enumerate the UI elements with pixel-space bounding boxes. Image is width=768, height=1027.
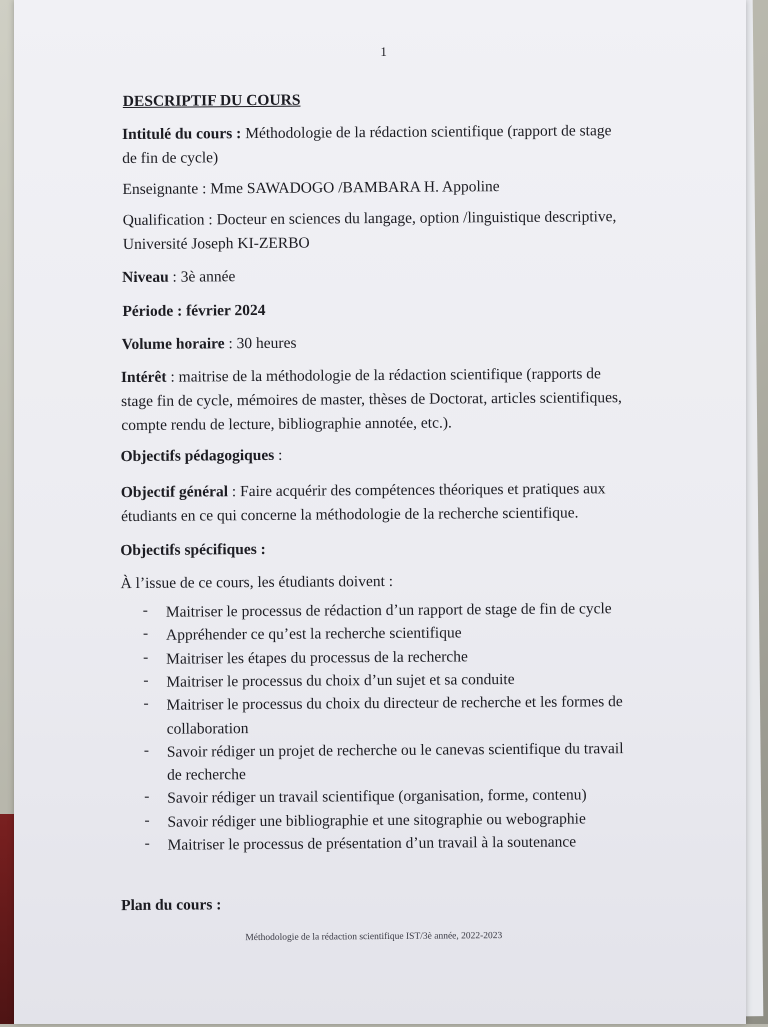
intitule-line-1: [122, 119, 612, 147]
periode-text: Période : février 2024: [122, 301, 266, 321]
list-intro: À l’issue de ce cours, les étudiants doivent :: [120, 572, 394, 593]
list-item-dash: -: [142, 601, 149, 619]
volume-horaire: [122, 332, 297, 357]
interet-line-2: stage fin de cycle, mémoires de master, thèses de Doctorat, articles scientifiques,: [121, 389, 622, 411]
objectif-general-value: : Faire acquérir des compétences théoriques et pratiques aux: [227, 480, 606, 501]
list-item-dash: -: [143, 741, 150, 759]
list-item-text: Appréhender ce qu’est la recherche scientifique: [165, 624, 462, 645]
objectifs-specifiques-label: Objectifs spécifiques :: [120, 540, 266, 560]
course-heading: DESCRIPTIF DU COURS: [122, 91, 301, 111]
list-item-dash: -: [143, 695, 149, 713]
interet-label: Intérêt: [120, 368, 167, 387]
list-item-dash: -: [144, 834, 150, 852]
niveau: [122, 265, 235, 290]
list-item-text: Maitriser les étapes du processus de la recherche: [166, 647, 468, 668]
volume-label: Volume horaire: [121, 335, 225, 354]
list-item-dash: -: [144, 811, 150, 829]
list-item-text: Maitriser le processus de présentation d’un travail à la soutenance: [167, 833, 577, 854]
page-number: 1: [380, 43, 387, 60]
objectifs-pedagogiques-colon: :: [274, 446, 283, 464]
list-item-text: Maitriser le processus du choix d’un sujet et sa conduite: [166, 670, 515, 691]
list-item-text: Maitriser le processus de rédaction d’un rapport de stage de fin de cycle: [165, 600, 612, 621]
objectif-general-line-2: étudiants en ce qui concerne la méthodologie de la recherche scientifique.: [120, 504, 579, 526]
list-item-dash: -: [144, 788, 150, 806]
objectifs-pedagogiques-label: Objectifs pédagogiques: [120, 446, 275, 466]
niveau-label: Niveau: [122, 268, 169, 287]
objectifs-specifiques: [120, 538, 266, 563]
niveau-value: : 3è année: [168, 268, 236, 286]
qualification-line-1: Qualification : Docteur en sciences du langage, option /linguistique descriptive,: [122, 208, 617, 230]
enseignante: Enseignante : Mme SAWADOGO /BAMBARA H. Appoline: [122, 178, 500, 199]
list-item-text: Savoir rédiger un travail scientifique (organisation, forme, contenu): [167, 786, 587, 808]
objectif-general-label: Objectif général: [120, 483, 229, 502]
list-item-text: de recherche: [166, 766, 246, 784]
objectifs-pedagogiques: [120, 444, 282, 469]
intitule-label: Intitulé du cours :: [121, 125, 242, 144]
interet-line-3: compte rendu de lecture, bibliographie annotée, etc.).: [121, 414, 452, 435]
list-item-text: Savoir rédiger une bibliographie et une sitographie ou webographie: [167, 810, 586, 831]
list-item-dash: -: [143, 648, 149, 666]
list-item-text: collaboration: [166, 719, 249, 738]
intitule-line-2: de fin de cycle): [122, 149, 219, 168]
volume-value: : 30 heures: [224, 334, 297, 353]
page-footer: Méthodologie de la rédaction scientifique IST/3è année, 2022-2023: [245, 931, 503, 944]
list-item-dash: -: [142, 625, 149, 643]
interet-value: : maitrise de la méthodologie de la rédaction scientifique (rapports de: [166, 365, 601, 386]
intitule-value: Méthodologie de la rédaction scientifique (rapport de stage: [245, 122, 612, 143]
qualification-line-2: Université Joseph KI-ZERBO: [122, 234, 310, 254]
list-item-text: Savoir rédiger un projet de recherche ou le canevas scientifique du travail: [166, 739, 624, 761]
plan-label: Plan du cours :: [121, 896, 222, 915]
list-item-text: Maitriser le processus du choix du directeur de recherche et les formes de: [166, 693, 623, 714]
periode: [122, 299, 265, 324]
list-item-dash: -: [143, 671, 149, 689]
plan-du-cours: [121, 893, 222, 918]
